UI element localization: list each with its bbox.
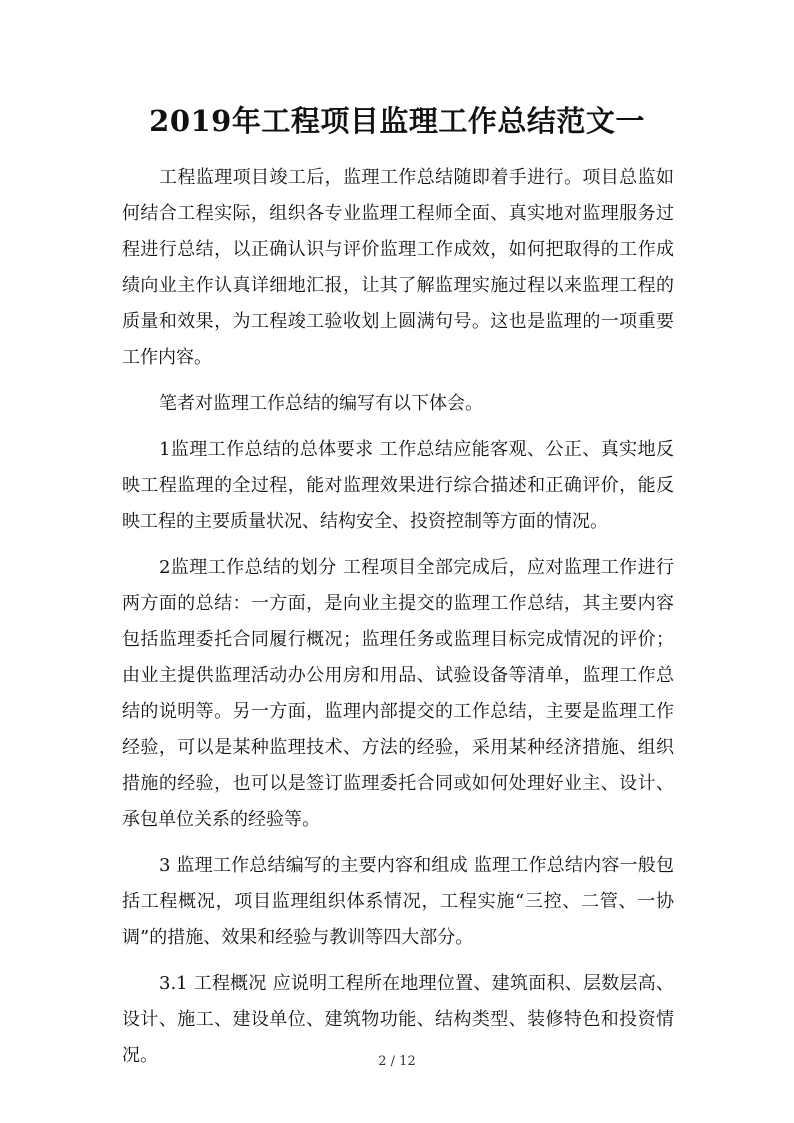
- document-body: [122, 160, 674, 1084]
- page-number: 2 / 12: [378, 1054, 416, 1069]
- paragraph-section-1: 1监理工作总结的总体要求 工作总结应能客观、公正、真实地反映工程监理的全过程，能对监理效果进行综合描述和正确评价，能反映工程的主要质量状况、结构安全、投资控制等方面的情况。: [122, 439, 674, 532]
- paragraph-section-3-1: 3.1 工程概况 应说明工程所在地理位置、建筑面积、层数层高、设计、施工、建设单位、建筑物功能、结构类型、装修特色和投资情况。: [122, 973, 674, 1066]
- paragraph-section-2: 2监理工作总结的划分 工程项目全部完成后，应对监理工作进行两方面的总结：一方面，是向业主提交的监理工作总结，其主要内容包括监理委托合同履行概况；监理任务或监理目标完成情况的评价；由业主提供监理活动办公用房和用品、试验设备等清单，监理工作总结的说明等。另一方面，监理内部提交的工作总结，主要是监理工作经验，可以是某种监理技术、方法的经验，采用某种经济措施、组织措施的经验，也可以是签订监理委托合同或如何处理好业主、设计、承包单位关系的经验等。: [122, 557, 674, 830]
- paragraph-experience: 笔者对监理工作总结的编写有以下体会。: [159, 393, 483, 414]
- paragraph-intro: 工程监理项目竣工后，监理工作总结随即着手进行。项目总监如何结合工程实际，组织各专业监理工程师全面、真实地对监理服务过程进行总结，以正确认识与评价监理工作成效，如何把取得的工作成绩向业主作认真详细地汇报，让其了解监理实施过程以来监理工程的质量和效果，为工程竣工验收划上圆满句号。这也是监理的一项重要工作内容。: [122, 167, 674, 368]
- document-title: 2019年工程项目监理工作总结范文一: [149, 104, 645, 138]
- paragraph-section-3: 3 监理工作总结编写的主要内容和组成 监理工作总结内容一般包括工程概况，项目监理组织体系情况，工程实施“三控、二管、一协调”的措施、效果和经验与教训等四大部分。: [122, 855, 674, 948]
